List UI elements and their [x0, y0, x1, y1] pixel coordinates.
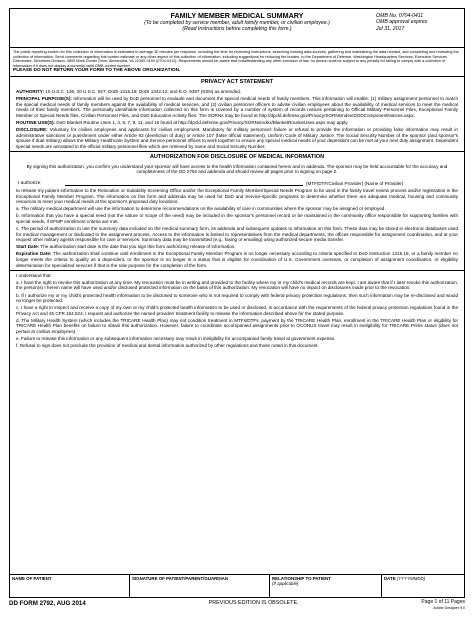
software-note: Adobe Designer 9.0	[433, 605, 465, 610]
understand-item-c: c. I have a right to inspect and receive a copy of my own or my child's protected health information to be used or disclosed, in accordance with the requirements of the federal privacy protection regulations found in the Privacy Act and 45 CFR 164.524. I request and authorize the named provider/ treatment facility to release the information described above for the stated purpose.	[16, 305, 458, 316]
provider-name-field[interactable]	[65, 179, 303, 186]
disclosure-paragraph: DISCLOSURE: Voluntary for civilian employees and applicants for civilian employment. Mandatory for military personnel: failure or refusal to provide the information or providing false information may result in administrative sanctions or punishment under either Article 92 (dereliction of duty) or Article 107 (false official statement), Uniform Code of Military Justice. The Social Security Number of the sponsor (and sponsor's spouse if dual military) allows the Military Healthcare System and Service personnel offices to work together to ensure any special medical needs of your dependent can be met at your next duty assignment. Dependent special needs are annotated in the official military personnel files which are retrieved by name and Social Security Number.	[16, 126, 458, 149]
previous-edition-note: PREVIOUS EDITION IS OBSOLETE.	[208, 600, 299, 606]
understand-heading: I understand that:	[16, 272, 52, 278]
understand-item-f: f. Refusal to sign does not preclude the provision of medical and dental information authorized by other regulations and those noted in this document.	[16, 343, 319, 349]
return-warning: PLEASE DO NOT RETURN YOUR FORM TO THE ABOVE ORGANIZATION.	[13, 68, 181, 74]
understand-item-b: b. If I authorize my or my child's protected health information to be disclosed to someone who is not required to comply with federal privacy protection regulations, then such information may be re-disclosed and would no longer be protected.	[16, 292, 458, 304]
signature-field[interactable]: SIGNATURE OF PATIENT/PARENT/GUARDIAN	[130, 575, 270, 597]
routine-use-paragraph: ROUTINE USE(S): DoD Blanket Routine Uses 1, 4, 6, 7, 9, 11, and 15 found at http://dpcld.defense.gov/Privacy/SORNsIndex/BlanketRoutineUses.aspx may apply.	[16, 119, 349, 125]
understand-item-d: d. The Military Health System (which includes the TRICARE Health Plan) may not condition treatment in MTFs/DTFs, payment by the TRICARE Health Plan, enrollment in the TRICARE Health Plan or eligibility for TRICARE Health Plan benefits on failure to obtain this authorization. However, failure to coordinate accompanied assignments prior to OCONUS travel may result in ineligibility for TRICARE Prime status (does not pertain to civilian employees).	[16, 317, 458, 335]
authorize-provider-line	[10, 179, 464, 186]
expiration-date-paragraph: Expiration Date: The authorization shall continue until enrollment in the Exceptional Family Member Program is no longer necessary according to criteria specified in DoD Instruction 1315.19, or a family member no longer meets the criteria to qualify as a dependent, or the sponsor is no longer in a status that is eligible for coordination of U.S. Government overseas, or completion of assignment coordination, or eligibility determination for specialized services if that is the sole purpose for the completion of the form.	[16, 251, 458, 268]
authority-paragraph: AUTHORITY: 10 U.S.C. 136; 20 U.S.C. 927; DoDI 1315.19; DoDI 1342.12; and E.O. 9397 (SSN) as amended.	[16, 88, 242, 94]
form-footer	[9, 598, 465, 611]
authorization-item-a: a. The military medical department will use the information to determine recommendations on the availability of care in communities where the sponsor may be assigned or employed.	[16, 206, 386, 212]
privacy-title: PRIVACY ACT STATEMENT	[200, 79, 274, 86]
understand-item-a: a. I have the right to revoke this authorization at any time. My revocation must be in writing and provided to the facility where my or my child's medical records are kept. I am aware that if I later revoke this authorization, the person(s) I herein name will have used and/or disclosed protected information on the basis of this authorization. My revocation will have no impact on disclosures made prior to the revocation.	[16, 279, 458, 291]
form-header	[10, 9, 464, 48]
relationship-field[interactable]: RELATIONSHIP TO PATIENT (If applicable)	[270, 575, 382, 597]
form-id: DD FORM 2792, AUG 2014	[9, 600, 86, 607]
omb-approval: OMB approval expires	[376, 19, 428, 26]
form-title: FAMILY MEMBER MEDICAL SUMMARY	[170, 11, 304, 20]
omb-block	[376, 9, 464, 47]
authorization-item-b: b. Information that you have a special need (not the nature or scope of the need) may be included in the sponsor's personnel record or be maintained in the community office responsible for supporting families with special needs, if EFMP enrollment criteria are met.	[16, 213, 458, 224]
patient-name-field[interactable]: NAME OF PATIENT	[10, 575, 130, 597]
form-subtitle-2: (Read Instructions before completing this form.)	[182, 26, 292, 33]
date-field[interactable]: DATE (YYYYMMDD)	[384, 576, 426, 581]
provider-field-hint: (MTF/DTF/Civilian Provider) (Name of Provider)	[306, 181, 404, 186]
understand-item-e: e. Failure to release this information or any subsequent information necessary may result in ineligibility for accompanied family travel at government expense.	[16, 336, 336, 342]
authorization-intro: By signing this authorization, you confirm you understand your sponsor will have access to the health information contained herein and in addenda. The sponsor may be held accountable for the accuracy and completeness of the DD 2792 and addenda and should review all pages prior to signing on page 2.	[26, 163, 448, 175]
purpose-paragraph: PRINCIPAL PURPOSE(S): Information will be used by DoD personnel to evaluate and document the special medical needs of family members. This information will enable: (1) military assignment personnel to match the special medical needs of family members against the availability of medical services, and (2) civilian personnel officers to advise civilian employees about the availability of medical services to meet the medical needs of their family members. The personally identifiable information collected on this form is covered by a number of system of records notices pertaining to Official Military Personnel Files, Exceptional Family Member or Special Needs files, Civilian Personnel Files, and DoD Education Activity files. The SORNs may be found at http://dpcld.defense.gov/Privacy/SORNsIndex/DODComponentNotices.aspx.	[16, 95, 458, 118]
form-page	[9, 8, 465, 598]
burden-text: The public reporting burden for this collection of information is estimated to average 30 minutes per response, including the time for reviewing instructions, searching existing data sources, gathering and maintaining the data needed, and completing and reviewing the collection of information. Send comments regarding this burden estimate or any other aspect of this collection of information, including suggestions for reducing the burden, to the Department of Defense, Washington Headquarters Services, Executive Services Directorate, Directives Division, 4800 Mark Center Drive, Alexandria, VA 22350-3100 (0704-0411). Respondents should be aware that notwithstanding any other provision of law, no person shall be subject to any penalty for failing to comply with a collection of information if it does not display a currently valid OMB control number.	[13, 50, 459, 68]
section-divider	[10, 270, 464, 271]
understand-block	[10, 273, 464, 349]
start-date-paragraph: Start Date: The authorization start date is the date that you sign this form authorizing release of information.	[16, 244, 236, 250]
signature-table	[10, 574, 464, 597]
omb-number: OMB No. 0704-0411	[376, 13, 424, 19]
authorization-title: AUTHORIZATION FOR DISCLOSURE OF MEDICAL INFORMATION	[149, 153, 325, 160]
page-number: Page 1 of 11 Pages	[421, 599, 465, 605]
form-subtitle-1: (To be completed by service member, adult family member, or civilian employee.)	[144, 20, 330, 26]
release-paragraph: to release my patient information to the Relocation or Suitability Screening Office and/or the Exceptional Family Member/Special Needs Program to be used in the family travel review process and/or registration in the Exceptional Family Member Program. The information on this form and addenda may be used for DoD and Service-specific programs to determine whether there are adequate medical, housing and community resources to meet your medical needs at the sponsor's proposed duty locations.	[16, 188, 458, 205]
omb-date: Jul 31, 2017	[376, 25, 405, 32]
authorization-item-c: c. The period of authorization to use the summary data included on the medical summary form, its addenda and subsequent updates to information on this form. These data may be stored in electronic databases used for medical management or dedicated to the assignment process. Access to the information is limited to representatives from the medical departments, the offices responsible for assignment coordination, and at your request other military agents responsible for care or services. Summary data may be transmitted (e.g., faxing or emailing) using authorized secure media transfer.	[16, 226, 458, 243]
i-authorize-label: I authorize	[18, 181, 41, 186]
burden-statement	[10, 48, 464, 77]
